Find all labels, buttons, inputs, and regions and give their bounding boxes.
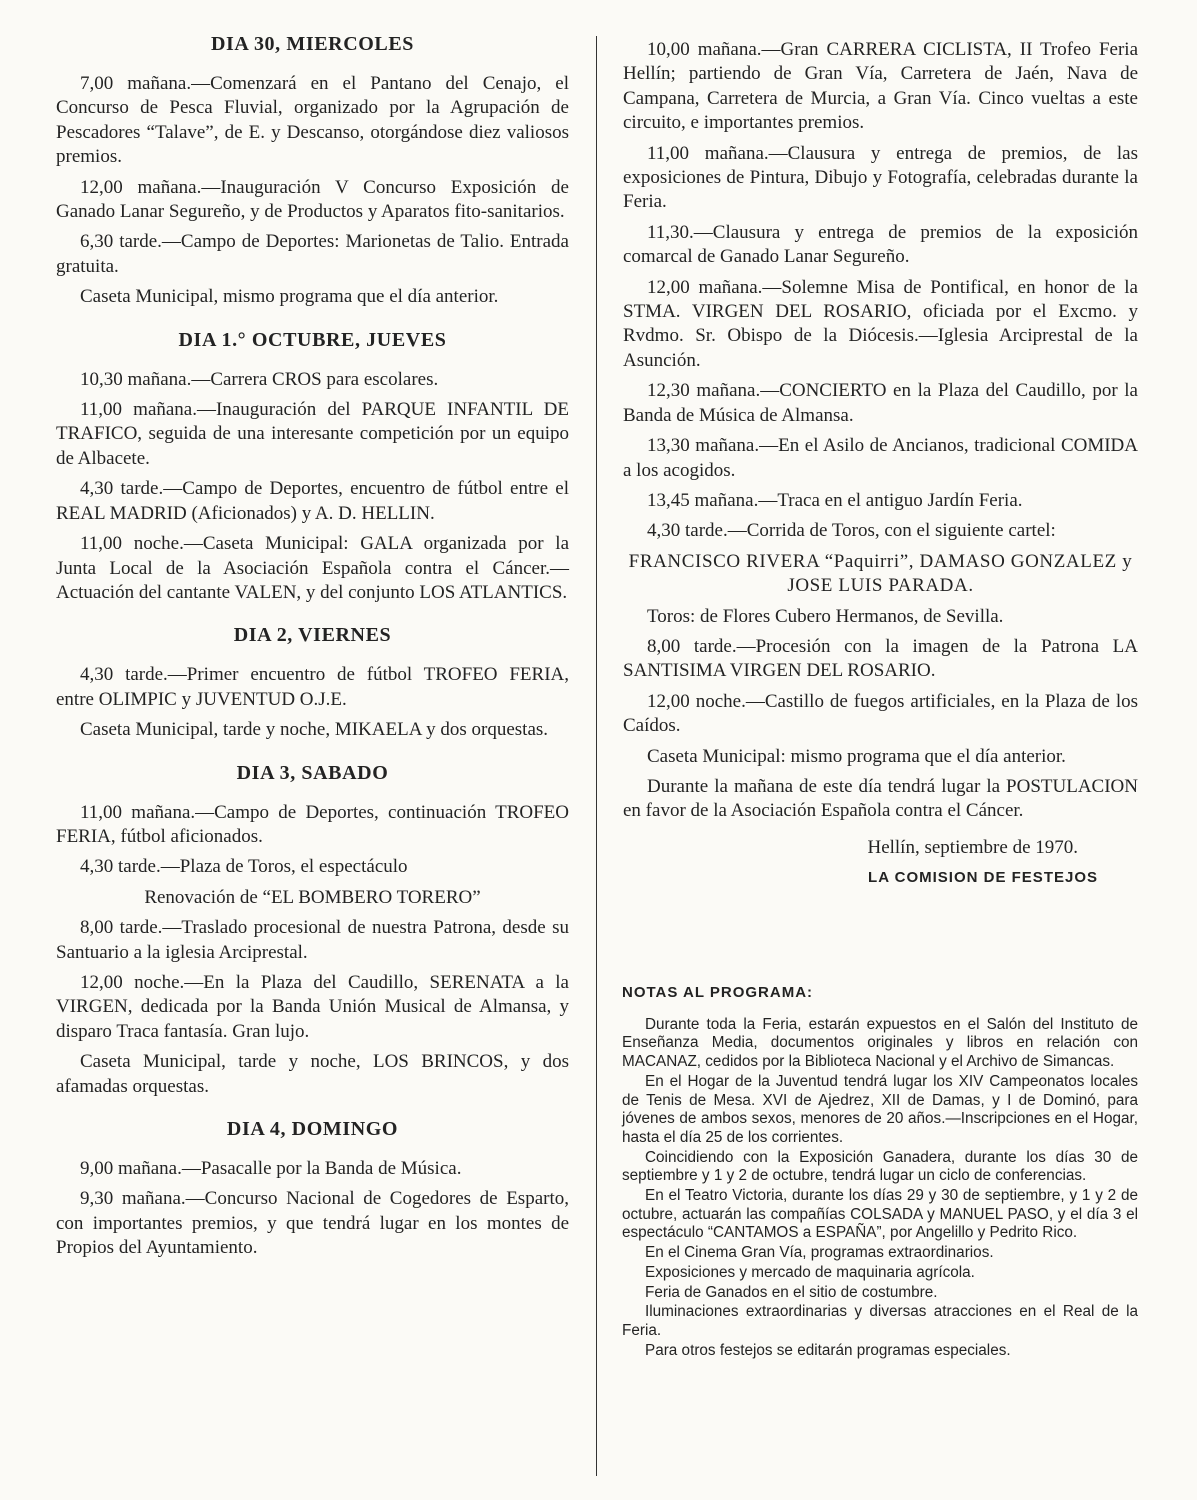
day-heading: DIA 30, MIERCOLES	[210, 33, 414, 55]
program-entry: 12,00 noche.—Castillo de fuegos artificiales, en la Plaza de los Caídos.	[623, 690, 1138, 737]
column-divider	[596, 36, 597, 1476]
bullfighters-line: FRANCISCO RIVERA “Paquirri”, DAMASO GONZALEZ y JOSE LUIS PARADA.	[628, 550, 1133, 597]
program-entry: 11,00 noche.—Caseta Municipal: GALA organizada por la Junta Local de la Asociación Española contra el Cáncer.—Actuación del cantante VALEN, y del conjunto LOS ATLANTICS.	[56, 533, 569, 603]
note-entry: En el Teatro Victoria, durante los días 29 y 30 de septiembre, y 1 y 2 de octubre, actuarán las compañías COLSADA y MANUEL PASO, y el día 3 el espectáculo “CANTAMOS a ESPAÑA”, por Angelillo y Pedrito Rico.	[622, 1187, 1138, 1242]
day-section-sunday	[56, 1117, 569, 1261]
program-notes	[622, 984, 1138, 1361]
day-section-saturday	[56, 761, 569, 1099]
note-entry: Para otros festejos se editarán programas especiales.	[645, 1341, 1011, 1359]
program-entry: 11,00 mañana.—Clausura y entrega de premios, de las exposiciones de Pintura, Dibujo y Fotografía, celebradas durante la Feria.	[623, 142, 1138, 213]
program-entry: 8,00 tarde.—Procesión con la imagen de la Patrona LA SANTISIMA VIRGEN DEL ROSARIO.	[623, 635, 1138, 682]
note-entry: Iluminaciones extraordinarias y diversas atracciones en el Real de la Feria.	[622, 1303, 1138, 1339]
program-entry: Toros: de Flores Cubero Hermanos, de Sevilla.	[647, 605, 1004, 627]
day-section-thursday	[56, 328, 569, 606]
program-entry: Durante la mañana de este día tendrá lugar la POSTULACION en favor de la Asociación Española contra el Cáncer.	[623, 775, 1138, 822]
day-section-friday	[56, 623, 569, 742]
program-entry: 12,00 mañana.—Solemne Misa de Pontifical, en honor de la STMA. VIRGEN DEL ROSARIO, oficiada por el Excmo. y Rvdmo. Sr. Obispo de la Diócesis.—Iglesia Arciprestal de la Asunción.	[623, 276, 1138, 371]
note-entry: Feria de Ganados en el sitio de costumbre.	[645, 1283, 938, 1301]
day-heading: DIA 4, DOMINGO	[226, 1118, 399, 1140]
day-heading: DIA 3, SABADO	[236, 761, 389, 784]
notes-title: NOTAS AL PROGRAMA:	[622, 984, 814, 1001]
program-entry: 7,00 mañana.—Comenzará en el Pantano del Cenajo, el Concurso de Pesca Fluvial, organizado por la Agrupación de Pescadores “Talave”, de E. y Descanso, otorgándose diez valiosos premios.	[56, 73, 569, 168]
program-entry: 9,30 mañana.—Concurso Nacional de Cogedores de Esparto, con importantes premios, y que tendrá lugar en los montes de Propios del Ayuntamiento.	[56, 1188, 569, 1259]
program-entry: 11,30.—Clausura y entrega de premios de la exposición comarcal de Ganado Lanar Segureño.	[623, 221, 1138, 268]
program-entry: Caseta Municipal: mismo programa que el día anterior.	[647, 745, 1066, 767]
program-entry: 4,30 tarde.—Corrida de Toros, con el siguiente cartel:	[647, 520, 1056, 542]
note-entry: Exposiciones y mercado de maquinaria agrícola.	[645, 1263, 975, 1281]
program-entry: 4,30 tarde.—Plaza de Toros, el espectáculo	[80, 856, 408, 878]
left-column	[56, 32, 569, 1279]
program-entry: 8,00 tarde.—Traslado procesional de nuestra Patrona, desde su Santuario a la iglesia Arciprestal.	[56, 917, 569, 963]
program-entry: Caseta Municipal, tarde y noche, MIKAELA y dos orquestas.	[80, 719, 549, 741]
program-entry: 13,45 mañana.—Traca en el antiguo Jardín Feria.	[647, 489, 1023, 511]
day-heading: DIA 2, VIERNES	[233, 624, 392, 647]
program-entry: 10,30 mañana.—Carrera CROS para escolares.	[80, 368, 439, 390]
program-entry: Renovación de “EL BOMBERO TORERO”	[144, 886, 481, 908]
program-entry: 12,00 mañana.—Inauguración V Concurso Exposición de Ganado Lanar Segureño, y de Productos y Aparatos fito-sanitarios.	[56, 176, 569, 223]
right-column	[623, 38, 1138, 891]
place-date: Hellín, septiembre de 1970.	[867, 836, 1078, 858]
note-entry: Durante toda la Feria, estarán expuestos en el Salón del Instituto de Enseñanza Media, documentos originales y libros en relación con MACANAZ, cedidos por la Biblioteca Nacional y el Archivo de Simancas.	[622, 1015, 1138, 1071]
program-entry: 11,00 mañana.—Campo de Deportes, continuación TROFEO FERIA, fútbol aficionados.	[56, 801, 569, 847]
note-entry: En el Cinema Gran Vía, programas extraordinarios.	[645, 1244, 994, 1262]
program-entry: 11,00 mañana.—Inauguración del PARQUE INFANTIL DE TRAFICO, seguida de una interesante competición por un equipo de Albacete.	[56, 399, 569, 469]
program-entry: 6,30 tarde.—Campo de Deportes: Marionetas de Talio. Entrada gratuita.	[56, 231, 569, 277]
committee-signature: LA COMISION DE FESTEJOS	[868, 869, 1098, 887]
program-entry: 12,00 noche.—En la Plaza del Caudillo, SERENATA a la VIRGEN, dedicada por la Banda Unión Musical de Almansa, y disparo Traca fantasía. Gran lujo.	[56, 971, 569, 1042]
program-entry: Caseta Municipal, mismo programa que el día anterior.	[80, 286, 499, 308]
note-entry: Coincidiendo con la Exposición Ganadera, durante los días 30 de septiembre y 1 y 2 de octubre, tendrá lugar un ciclo de conferencias.	[622, 1148, 1138, 1185]
program-entry: 10,00 mañana.—Gran CARRERA CICLISTA, II Trofeo Feria Hellín; partiendo de Gran Vía, Carretera de Jaén, Nava de Campana, Carretera de Murcia, a Gran Vía. Cinco vueltas a este circuito, e importantes premios.	[623, 39, 1138, 134]
program-entry: 4,30 tarde.—Primer encuentro de fútbol TROFEO FERIA, entre OLIMPIC y JUVENTUD O.J.E.	[56, 664, 569, 710]
day-section-wednesday	[56, 32, 569, 310]
day-heading: DIA 1.° OCTUBRE, JUEVES	[178, 328, 447, 351]
program-entry: Caseta Municipal, tarde y noche, LOS BRINCOS, y dos afamadas orquestas.	[56, 1051, 569, 1097]
program-entry: 9,00 mañana.—Pasacalle por la Banda de Música.	[80, 1158, 462, 1179]
note-entry: En el Hogar de la Juventud tendrá lugar los XIV Campeonatos locales de Tenis de Mesa. XVI de Ajedrez, XII de Damas, y I de Dominó, para jóvenes de ambos sexos, menores de 20 años.—Inscripciones en el Hogar, hasta el día 25 de los corrientes.	[622, 1072, 1138, 1146]
program-entry: 13,30 mañana.—En el Asilo de Ancianos, tradicional COMIDA a los acogidos.	[623, 435, 1138, 481]
program-entry: 4,30 tarde.—Campo de Deportes, encuentro de fútbol entre el REAL MADRID (Aficionados) y A. D. HELLIN.	[56, 478, 569, 524]
program-entry: 12,30 mañana.—CONCIERTO en la Plaza del Caudillo, por la Banda de Música de Almansa.	[623, 380, 1138, 426]
